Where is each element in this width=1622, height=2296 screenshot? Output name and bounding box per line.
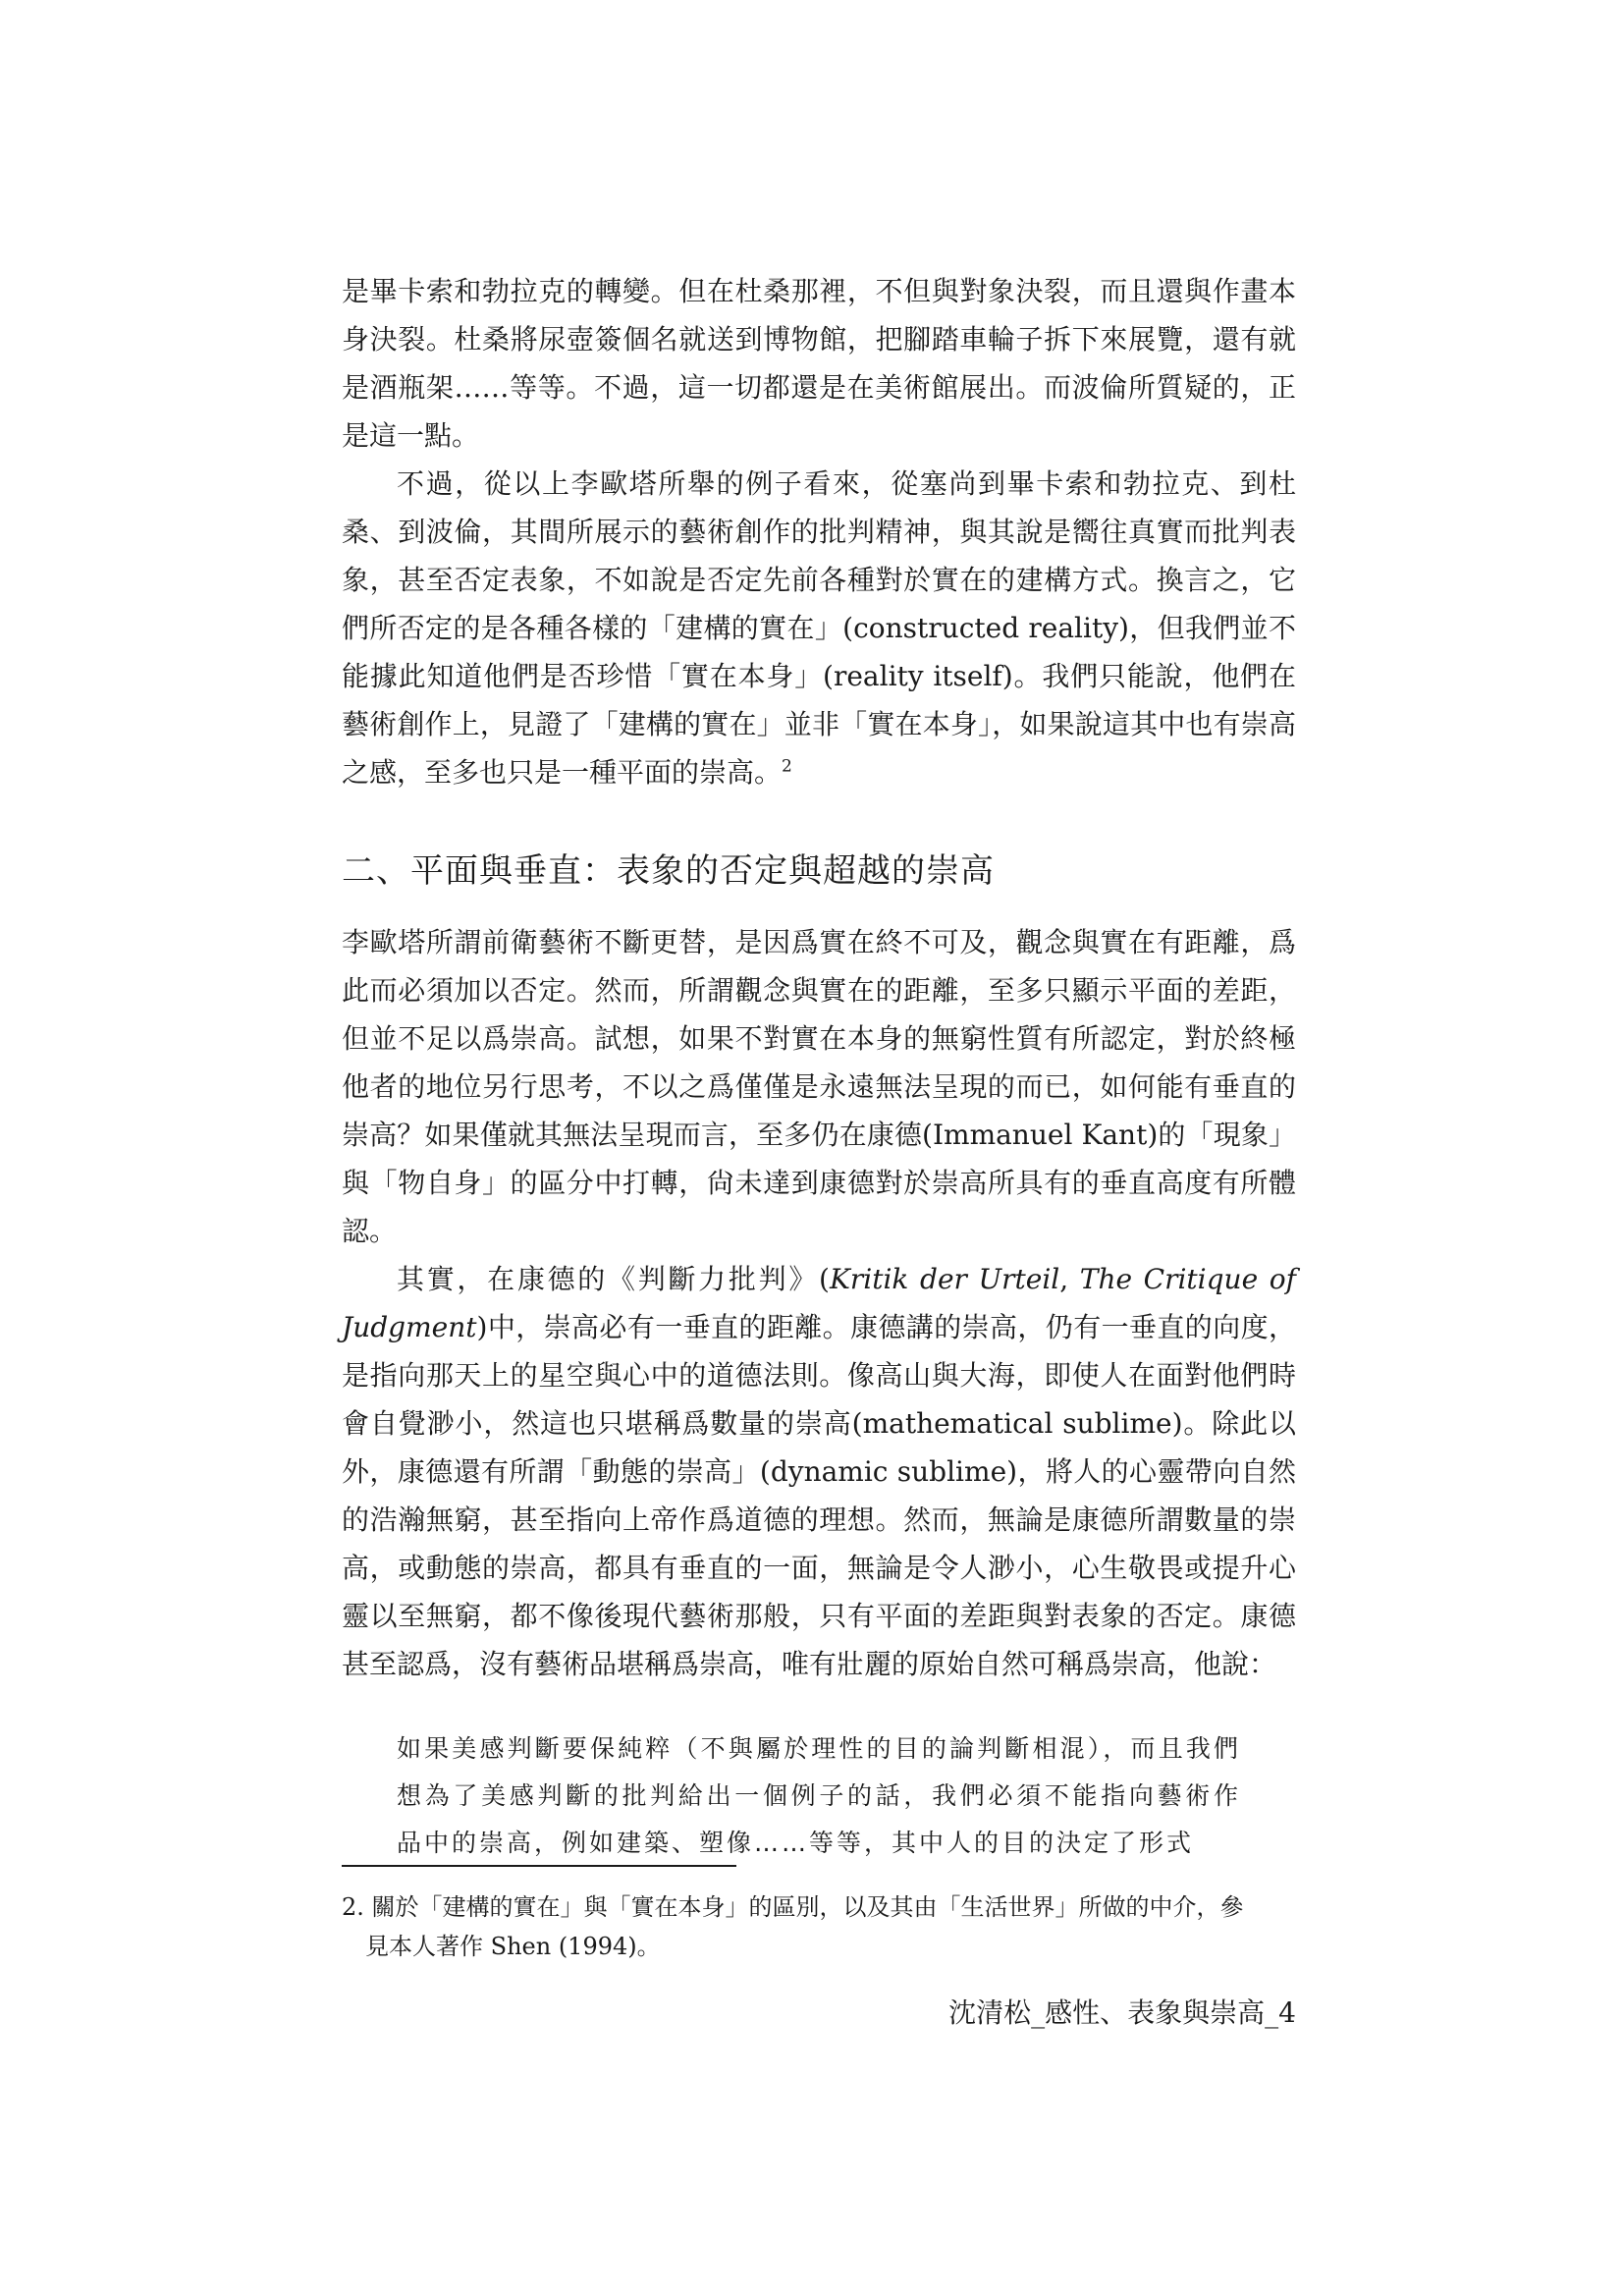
paragraph-continued: 是畢卡索和勃拉克的轉變。但在杜桑那裡，不但與對象決裂，而且還與作畫本身決裂。杜桑將尿壺簽個名就送到博物館，把腳踏車輪子拆下來展覽，還有就是酒瓶架……等等。不過，這一切都還是在美術館展出。而波倫所質疑的，正是這一點。 [342,275,1296,452]
kant-title-german: Kritik der Urteil [829,1263,1060,1295]
footnote-line-1: 2. 關於「建構的實在」與「實在本身」的區別，以及其由「生活世界」所做的中介，參 [342,1893,1244,1921]
main-text [342,267,1296,1867]
section-heading: 二、平面與垂直：表象的否定與超越的崇高 [342,851,995,891]
block-quote: 如果美感判斷要保純粹（不與屬於理性的目的論判斷相混），而且我們想為了美感判斷的批判給出一個例子的話，我們必須不能指向藝術作品中的崇高，例如建築、塑像……等等，其中人的目的決定了形式 [397,1734,1241,1857]
kant-text-before: 其實，在康德的《判斷力批判》( [397,1263,830,1295]
footnote [342,1887,1296,1966]
footnote-line-2: 見本人著作 Shen (1994)。 [365,1933,661,1960]
kant-text-after: )中，崇高必有一垂直的距離。康德講的崇高，仍有一垂直的向度，是指向那天上的星空與心中的道德法則。像高山與大海，即使人在面對他們時會自覺渺小，然這也只堪稱爲數量的崇高(mathematical sublime)。除此以外，康德還有所謂「動態的崇高」(dynamic sublime)，將人的心靈帶向自然的浩瀚無窮，甚至指向上帝作爲道德的理想。然而，無論是康德所謂數量的崇高，或動態的崇高，都具有垂直的一面，無論是令人渺小，心生敬畏或提升心靈以至無窮，都不像後現代藝術那般，只有平面的差距與對表象的否定。康德甚至認爲，沒有藝術品堪稱爲崇高，唯有壯麗的原始自然可稱爲崇高，他說： [342,1311,1296,1680]
paragraph-flat-sublime [342,460,1296,796]
kant-title-english: The Critique of Judgment [342,1263,1296,1343]
paragraph-kant [342,1255,1296,1688]
footnote-ref-2[interactable]: 2 [782,756,792,777]
footnote-divider [342,1865,736,1867]
paragraph-flat-sublime-text: 不過，從以上李歐塔所舉的例子看來，從塞尚到畢卡索和勃拉克、到杜桑、到波倫，其間所展示的藝術創作的批判精神，與其說是嚮往真實而批判表象，甚至否定表象，不如說是否定先前各種對於實在的建構方式。換言之，它們所否定的是各種各樣的「建構的實在」(constructed reality)，但我們並不能據此知道他們是否珍惜「實在本身」(reality itself)。我們只能說，他們在藝術創作上，見證了「建構的實在」並非「實在本身」，如果說這其中也有崇高之感，至多也只是一種平面的崇高。 [342,467,1296,789]
running-footer: 沈清松_感性、表象與崇高_4 [948,1996,1296,2029]
paragraph-lyotard: 李歐塔所謂前衛藝術不斷更替，是因爲實在終不可及，觀念與實在有距離，爲此而必須加以否定。然而，所謂觀念與實在的距離，至多只顯示平面的差距，但並不足以爲崇高。試想，如果不對實在本身的無窮性質有所認定，對於終極他者的地位另行思考，不以之爲僅僅是永遠無法呈現的而已，如何能有垂直的崇高？如果僅就其無法呈現而言，至多仍在康德(Immanuel Kant)的「現象」與「物自身」的區分中打轉，尙未達到康德對於崇高所具有的垂直高度有所體認。 [342,926,1296,1247]
kant-title-separator: , [1059,1263,1080,1295]
